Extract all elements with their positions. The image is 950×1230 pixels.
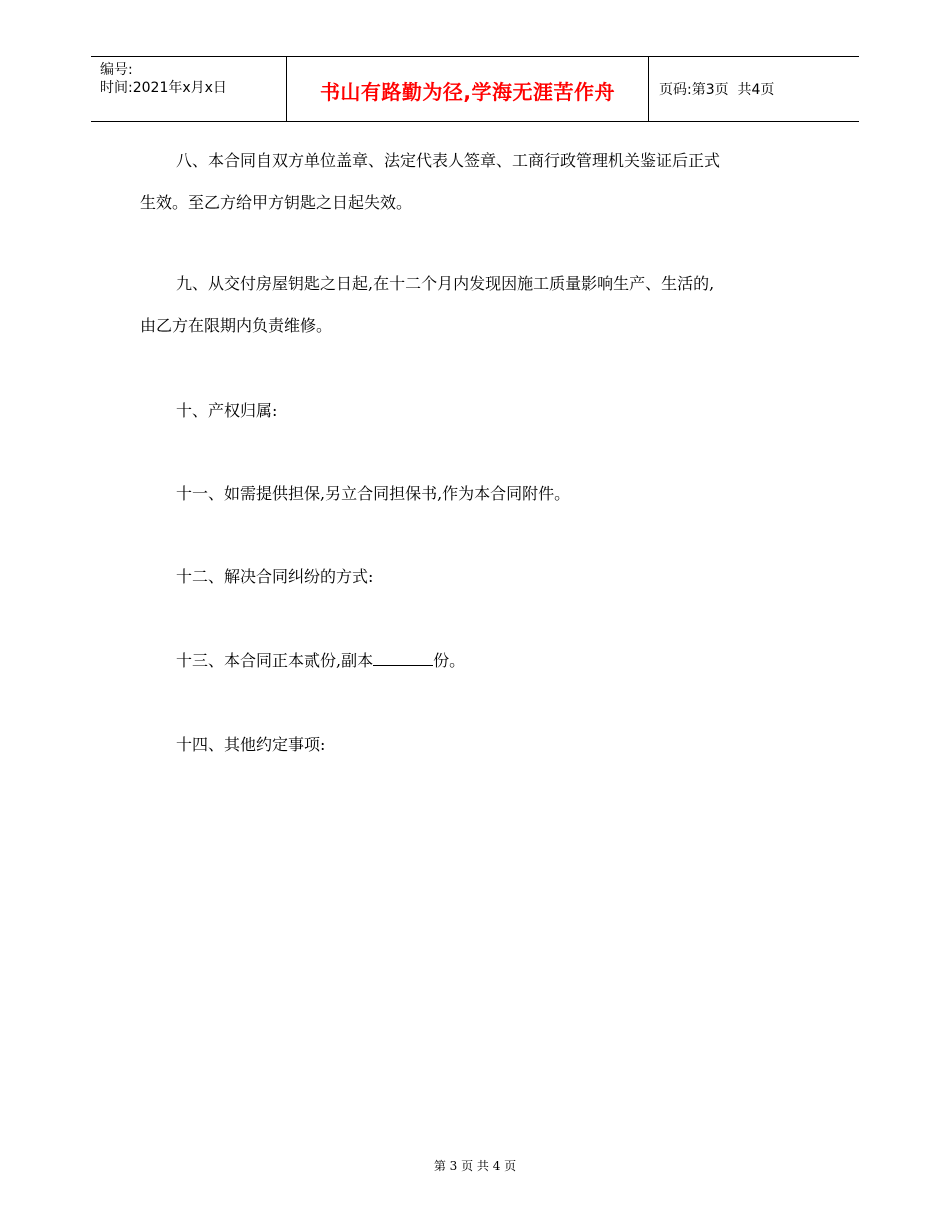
header-meta: [91, 57, 287, 121]
header-page-info: 页码:第3页 共4页: [659, 82, 775, 98]
clause-thirteen-prefix: 十三、本合同正本贰份,副本: [176, 651, 374, 670]
clause-fourteen-text: 十四、其他约定事项:: [176, 735, 326, 754]
header-motto-cell: [287, 57, 649, 121]
clause-thirteen-line: [140, 640, 840, 682]
clause-eight-line1: 八、本合同自双方单位盖章、法定代表人签章、工商行政管理机关鉴证后正式: [176, 151, 721, 170]
clause-eleven: [140, 473, 840, 515]
clause-nine-line1: 九、从交付房屋钥匙之日起,在十二个月内发现因施工质量影响生产、生活的,: [176, 274, 715, 293]
clause-eleven-text: 十一、如需提供担保,另立合同担保书,作为本合同附件。: [176, 484, 571, 503]
clause-ten: [140, 390, 840, 432]
clause-thirteen: [140, 640, 840, 682]
document-date: 时间:2021年x月x日: [100, 80, 227, 96]
clause-nine-line2: 由乙方在限期内负责维修。: [140, 316, 333, 335]
clause-eight: [140, 140, 840, 224]
document-header: [91, 56, 859, 122]
clause-thirteen-suffix: 份。: [433, 651, 466, 670]
clause-twelve-text: 十二、解决合同纠纷的方式:: [176, 567, 374, 586]
clause-ten-text: 十、产权归属:: [176, 401, 278, 420]
document-number-label: 编号:: [100, 62, 133, 78]
clause-nine: [140, 263, 840, 347]
page-footer: 第 3 页 共 4 页: [433, 1159, 517, 1173]
copies-blank-line: [373, 651, 433, 666]
clause-eight-line2: 生效。至乙方给甲方钥匙之日起失效。: [140, 193, 413, 212]
header-motto: 书山有路勤为径,学海无涯苦作舟: [319, 79, 616, 104]
clause-twelve: [140, 556, 840, 598]
clause-fourteen: [140, 724, 840, 766]
